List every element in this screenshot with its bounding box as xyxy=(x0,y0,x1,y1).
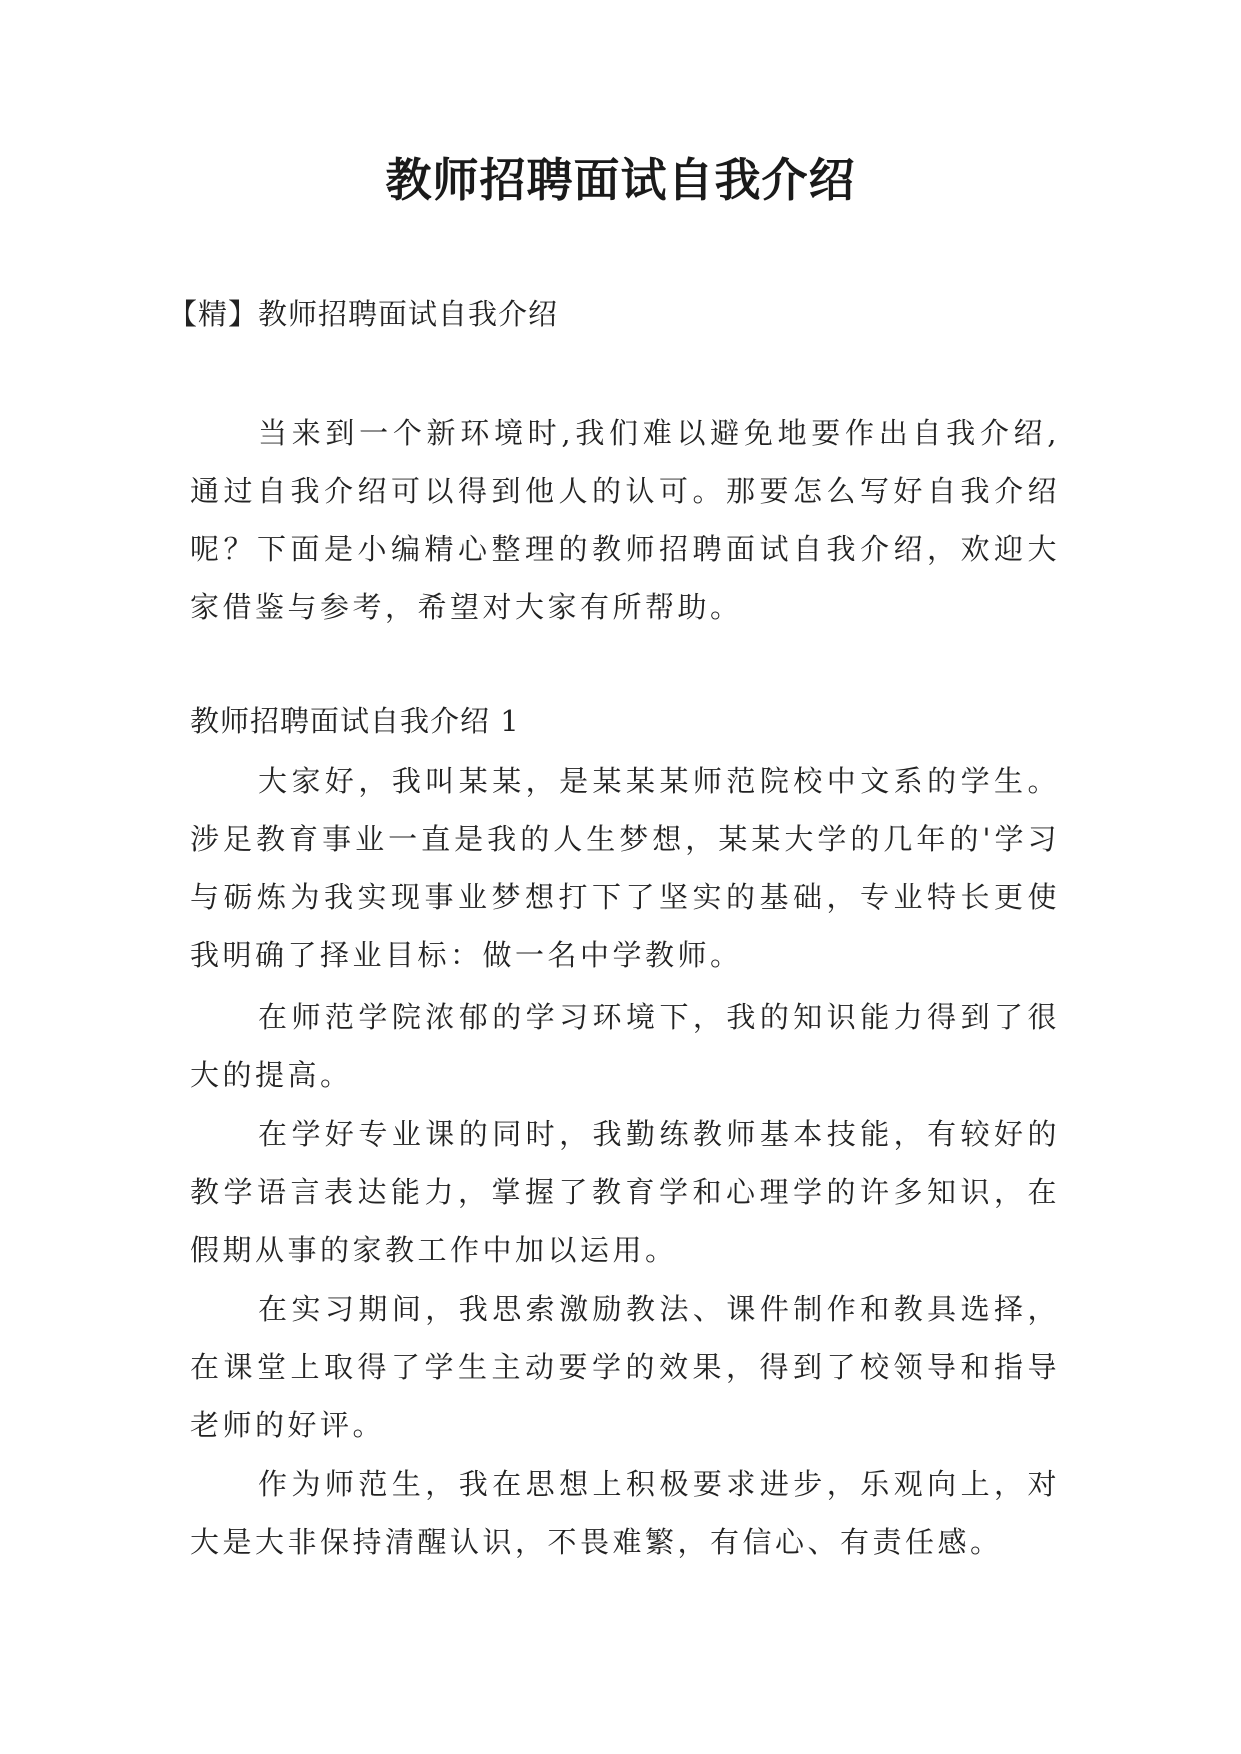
body-paragraph: 在实习期间，我思索激励教法、课件制作和教具选择，在课堂上取得了学生主动要学的效果，得到了校领导和指导老师的好评。 xyxy=(190,1292,1060,1442)
body-paragraph: 在学好专业课的同时，我勤练教师基本技能，有较好的教学语言表达能力，掌握了教育学和心理学的许多知识，在假期从事的家教工作中加以运用。 xyxy=(190,1117,1060,1267)
body-paragraph: 作为师范生，我在思想上积极要求进步，乐观向上，对大是大非保持清醒认识，不畏难繁，有信心、有责任感。 xyxy=(190,1467,1060,1559)
body-paragraph: 在师范学院浓郁的学习环境下，我的知识能力得到了很大的提高。 xyxy=(190,1000,1060,1092)
body-paragraph: 大家好，我叫某某，是某某某师范院校中文系的学生。涉足教育事业一直是我的人生梦想，某某大学的几年的'学习与砺炼为我实现事业梦想打下了坚实的基础，专业特长更使我明确了择业目标：做一名中学教师。 xyxy=(190,764,1060,972)
intro-paragraph: 当来到一个新环境时,我们难以避免地要作出自我介绍,通过自我介绍可以得到他人的认可。那要怎么写好自我介绍呢？下面是小编精心整理的教师招聘面试自我介绍，欢迎大家借鉴与参考，希望对大家有所帮助。 xyxy=(190,416,1060,624)
document-title: 教师招聘面试自我介绍 xyxy=(385,153,856,207)
document-subtitle: 【精】教师招聘面试自我介绍 xyxy=(168,297,559,331)
section-heading: 教师招聘面试自我介绍 1 xyxy=(190,704,520,738)
